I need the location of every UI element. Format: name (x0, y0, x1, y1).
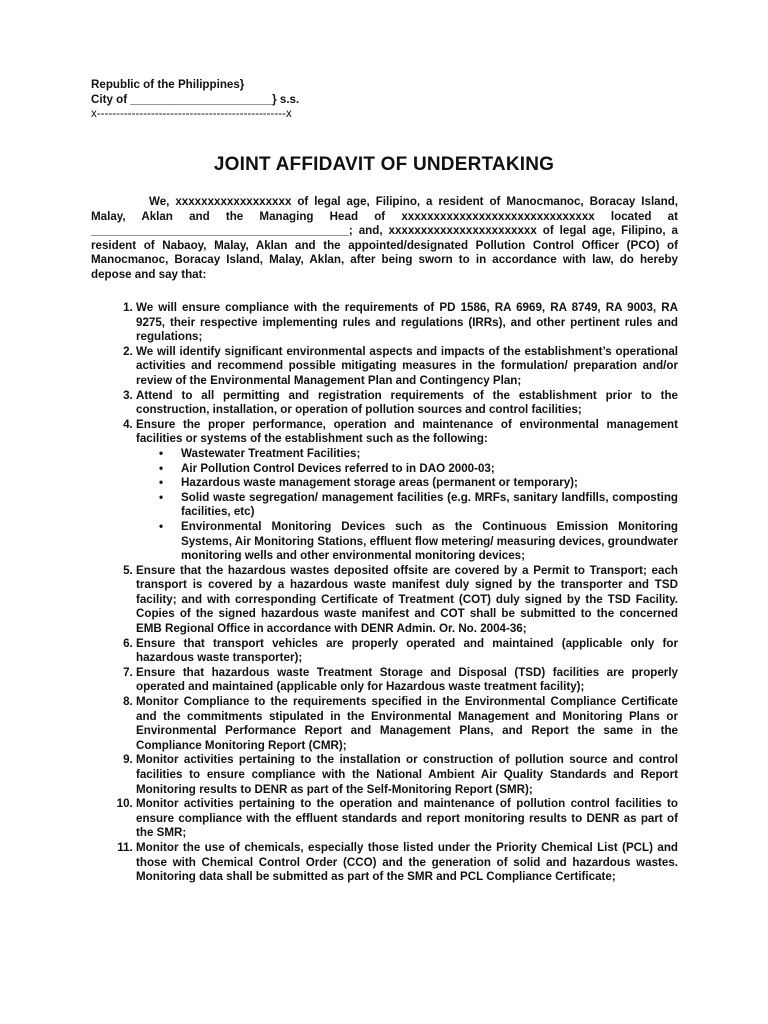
undertaking-list (91, 301, 678, 885)
list-item-text: Ensure that hazardous waste Treatment Storage and Disposal (TSD) facilities are properly operated and maintained (applicable only for Hazardous waste treatment facility); (136, 665, 678, 694)
bullet-item-text: Hazardous waste management storage areas (permanent or temporary); (181, 476, 578, 490)
bullet-item-text: Solid waste segregation/ management facilities (e.g. MRFs, sanitary landfills, composting facilities, etc) (181, 490, 678, 519)
list-item (136, 418, 678, 564)
list-item (136, 841, 678, 885)
list-item-text: Ensure the proper performance, operation and maintenance of environmental management facilities or systems of the establishment such as the following: (136, 417, 678, 446)
bullet-item-text: Environmental Monitoring Devices such as the Continuous Emission Monitoring Systems, Air Monitoring Stations, effluent flow metering/ measuring devices, groundwater monitoring wells and other environmental monitoring devices; (181, 519, 678, 563)
list-item (136, 695, 678, 753)
bullet-item (181, 491, 678, 520)
separator-line: x-------------------------------------------------x (91, 107, 292, 121)
list-item-text: Ensure that transport vehicles are properly operated and maintained (applicable only for hazardous waste transporter); (136, 636, 678, 665)
list-item-text: We will identify significant environmental aspects and impacts of the establishment’s operational activities and recommend possible mitigating measures in the formulation/ preparation and/or review of the Environmental Management Plan and Contingency Plan; (136, 344, 678, 387)
bullet-item (181, 476, 678, 491)
list-item (136, 564, 678, 637)
list-item (136, 345, 678, 389)
list-item (136, 797, 678, 841)
bullet-item (181, 520, 678, 564)
list-item (136, 753, 678, 797)
list-item-text: Monitor activities pertaining to the installation or construction of pollution source and control facilities to ensure compliance with the National Ambient Air Quality Standards and Report Monitoring results to DENR as part of the Self-Monitoring Report (SMR); (136, 753, 678, 796)
document-title: JOINT AFFIDAVIT OF UNDERTAKING (213, 154, 555, 175)
list-item (136, 666, 678, 695)
list-item (136, 301, 678, 345)
venue-header (91, 78, 691, 122)
list-item-text: Monitor Compliance to the requirements specified in the Environmental Compliance Certificate and the commitments stipulated in the Environmental Management and Monitoring Plans or Environmental Performance Report and Management Plans, and Report the same in the Compliance Monitoring Report (CMR); (136, 695, 678, 752)
bullet-item-text: Air Pollution Control Devices referred to in DAO 2000-03; (181, 461, 495, 475)
list-item-text: Attend to all permitting and registration requirements of the establishment prior to the construction, installation, or operation of pollution sources and control facilities; (136, 388, 678, 417)
intro-text: We, xxxxxxxxxxxxxxxxxx of legal age, Filipino, a resident of Manocmanoc, Boracay Island, Malay, Aklan and the Managing Head of xxxxxxxxxxxxxxxxxxxxxxxxxxxxxx located at ________________________________________; and, xxxxxxxxxxxxxxxxxxxxxxx of legal age, Filipino, a resident of Nabaoy, Malay, Aklan and the appointed/designated Pollution Control Officer (PCO) of Manocmanoc, Boracay Island, Malay, Aklan, after being sworn to in accordance with law, do hereby depose and say that: (91, 195, 678, 281)
bullet-item (181, 462, 678, 477)
list-item-text: Monitor the use of chemicals, especially those listed under the Priority Chemical List (PCL) and those with Chemical Control Order (CCO) and the generation of solid and hazardous wastes. Monitoring data shall be submitted as part of the SMR and PCL Compliance Certificate; (136, 840, 678, 884)
list-item-text: We will ensure compliance with the requirements of PD 1586, RA 6969, RA 8749, RA 9003, RA 9275, their respective implementing rules and regulations (IRRs), and other pertinent rules and regulations; (136, 301, 678, 344)
republic-line: Republic of the Philippines} (91, 78, 245, 91)
intro-paragraph (91, 195, 678, 283)
list-item (136, 389, 678, 418)
list-item (136, 637, 678, 666)
facility-bullet-list (136, 447, 678, 564)
city-line: City of ______________________} s.s. (91, 92, 300, 106)
bullet-item (181, 447, 678, 462)
bullet-item-text: Wastewater Treatment Facilities; (181, 446, 361, 460)
list-item-text: Monitor activities pertaining to the operation and maintenance of pollution control facilities to ensure compliance with the effluent standards and report monitoring results to DENR as part of the SMR; (136, 797, 678, 840)
list-item-text: Ensure that the hazardous wastes deposited offsite are covered by a Permit to Transport; each transport is covered by a hazardous waste manifest duly signed by the transporter and TSD facility; and with corresponding Certificate of Treatment (COT) duly signed by the TSD Facility. Copies of the signed hazardous waste manifest and COT shall be submitted to the concerned EMB Regional Office in accordance with DENR Admin. Or. No. 2004-36; (136, 563, 678, 636)
